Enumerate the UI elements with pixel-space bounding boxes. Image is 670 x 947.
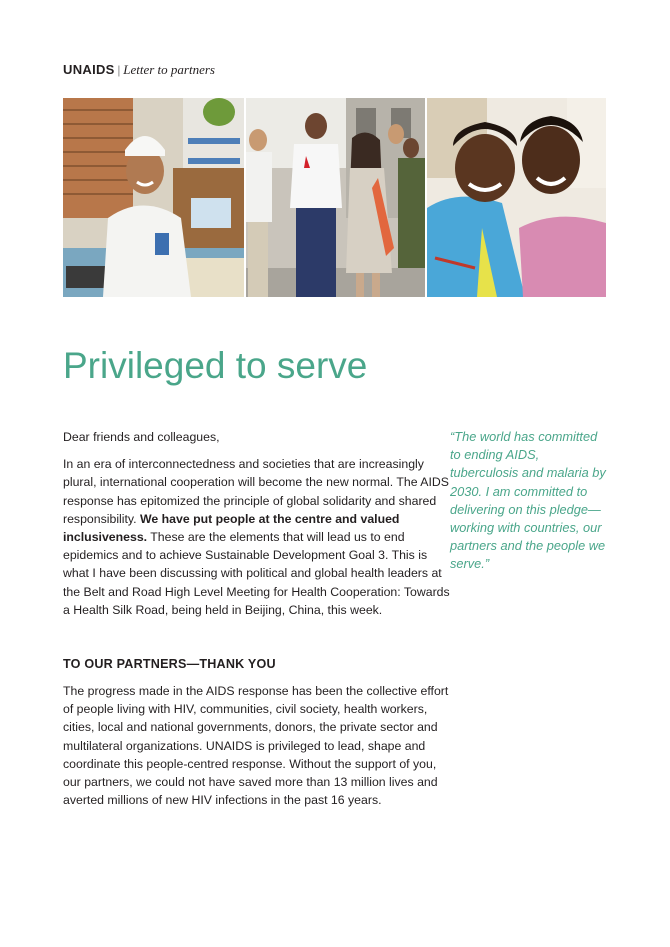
pull-quote: “The world has committed to ending AIDS, tuberculosis and malaria by 2030. I am committed to delivering on this pledge—working with countries, our partners and the people we serve.” xyxy=(450,429,606,572)
letter-greeting: Dear friends and colleagues, xyxy=(63,430,220,444)
section-heading: TO OUR PARTNERS—THANK YOU xyxy=(63,657,276,671)
section-body xyxy=(63,682,451,809)
photo-strip xyxy=(63,98,606,297)
pharmacist-photo xyxy=(63,98,244,297)
letter-body xyxy=(63,428,451,619)
brand-name: UNAIDS xyxy=(63,62,115,77)
header-separator: | xyxy=(117,62,121,77)
two-girls-smiling-photo xyxy=(427,98,606,297)
paragraph-text: In an era of interconnectedness and societies that are increasingly plural, international cooperation will become the new normal. The AIDS response has epitomized the principle of global solidarity and shared responsibility. xyxy=(63,457,449,526)
delegation-walking-photo xyxy=(246,98,425,297)
letter-paragraph xyxy=(63,455,451,619)
page-title: Privileged to serve xyxy=(63,345,368,386)
header-subtitle: Letter to partners xyxy=(123,62,215,77)
paragraph-text-continued: These are the elements that will lead us to end epidemics and to achieve Sustainable Development Goal 3. This is what I have been discussing with political and global health leaders at the Belt and Road High Level Meeting for Health Cooperation: Towards a Health Silk Road, being held in Beijing, China, this week. xyxy=(63,530,450,617)
paragraph-emphasis: We have put people at the centre and valued inclusiveness. xyxy=(63,511,400,545)
document-header xyxy=(63,62,215,78)
section-paragraph: The progress made in the AIDS response has been the collective effort of people living with HIV, communities, civil society, health workers, cities, local and national governments, donors, the private sector and multilateral organizations. UNAIDS is privileged to lead, shape and coordinate this people-centred response. Without the support of you, our partners, we could not have saved more than 13 million lives and averted millions of new HIV infections in the past 16 years. xyxy=(63,684,449,808)
